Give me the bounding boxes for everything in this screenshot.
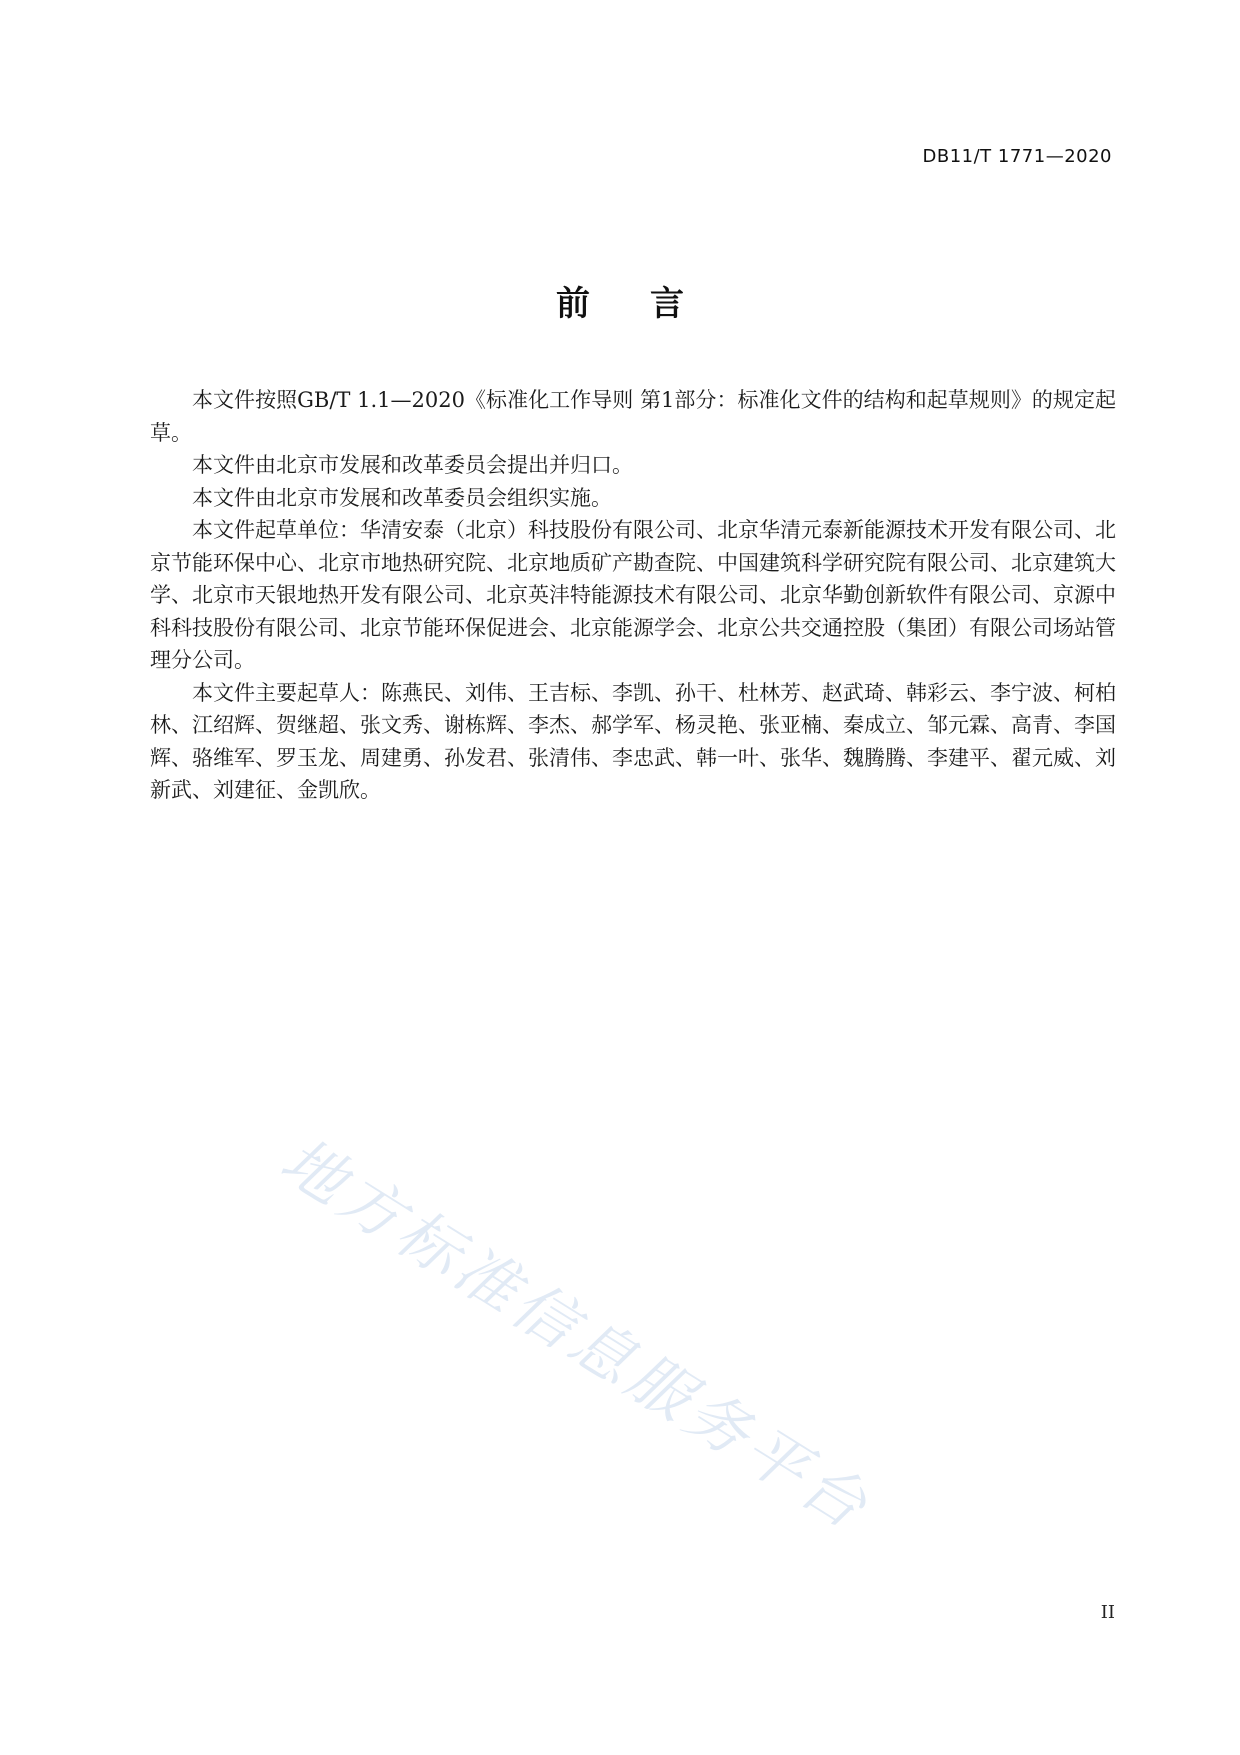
paragraph-proposer: 本文件由北京市发展和改革委员会提出并归口。: [192, 453, 633, 477]
page-title: 前言: [556, 284, 744, 324]
paragraph-drafting-basis: 本文件按照GB/T 1.1—2020《标准化工作导则 第1部分：标准化文件的结构和起草规则》的规定起草。: [150, 388, 1116, 445]
page-number: II: [1100, 1602, 1115, 1623]
foreword-body: [150, 384, 1116, 807]
watermark: 地方标准信息服务平台: [268, 1123, 884, 1546]
paragraph-implementer: 本文件由北京市发展和改革委员会组织实施。: [192, 485, 612, 510]
paragraph-drafters: 本文件主要起草人：陈燕民、刘伟、王吉标、李凯、孙干、杜林芳、赵武琦、韩彩云、李宁波、柯柏林、江绍辉、贺继超、张文秀、谢栋辉、李杰、郝学军、杨灵艳、张亚楠、秦成立、邹元霖、高青、李国辉、骆维军、罗玉龙、周建勇、孙发君、张清伟、李忠武、韩一叶、张华、魏腾腾、李建平、翟元威、刘新武、刘建征、金凯欣。: [150, 680, 1116, 802]
paragraph-drafting-units: 本文件起草单位：华清安泰（北京）科技股份有限公司、北京华清元泰新能源技术开发有限公司、北京节能环保中心、北京市地热研究院、北京地质矿产勘查院、中国建筑科学研究院有限公司、北京建筑大学、北京市天银地热开发有限公司、北京英沣特能源技术有限公司、北京华勤创新软件有限公司、京源中科科技股份有限公司、北京节能环保促进会、北京能源学会、北京公共交通控股（集团）有限公司场站管理分公司。: [150, 518, 1116, 672]
document-code: DB11/T 1771—2020: [922, 146, 1112, 167]
